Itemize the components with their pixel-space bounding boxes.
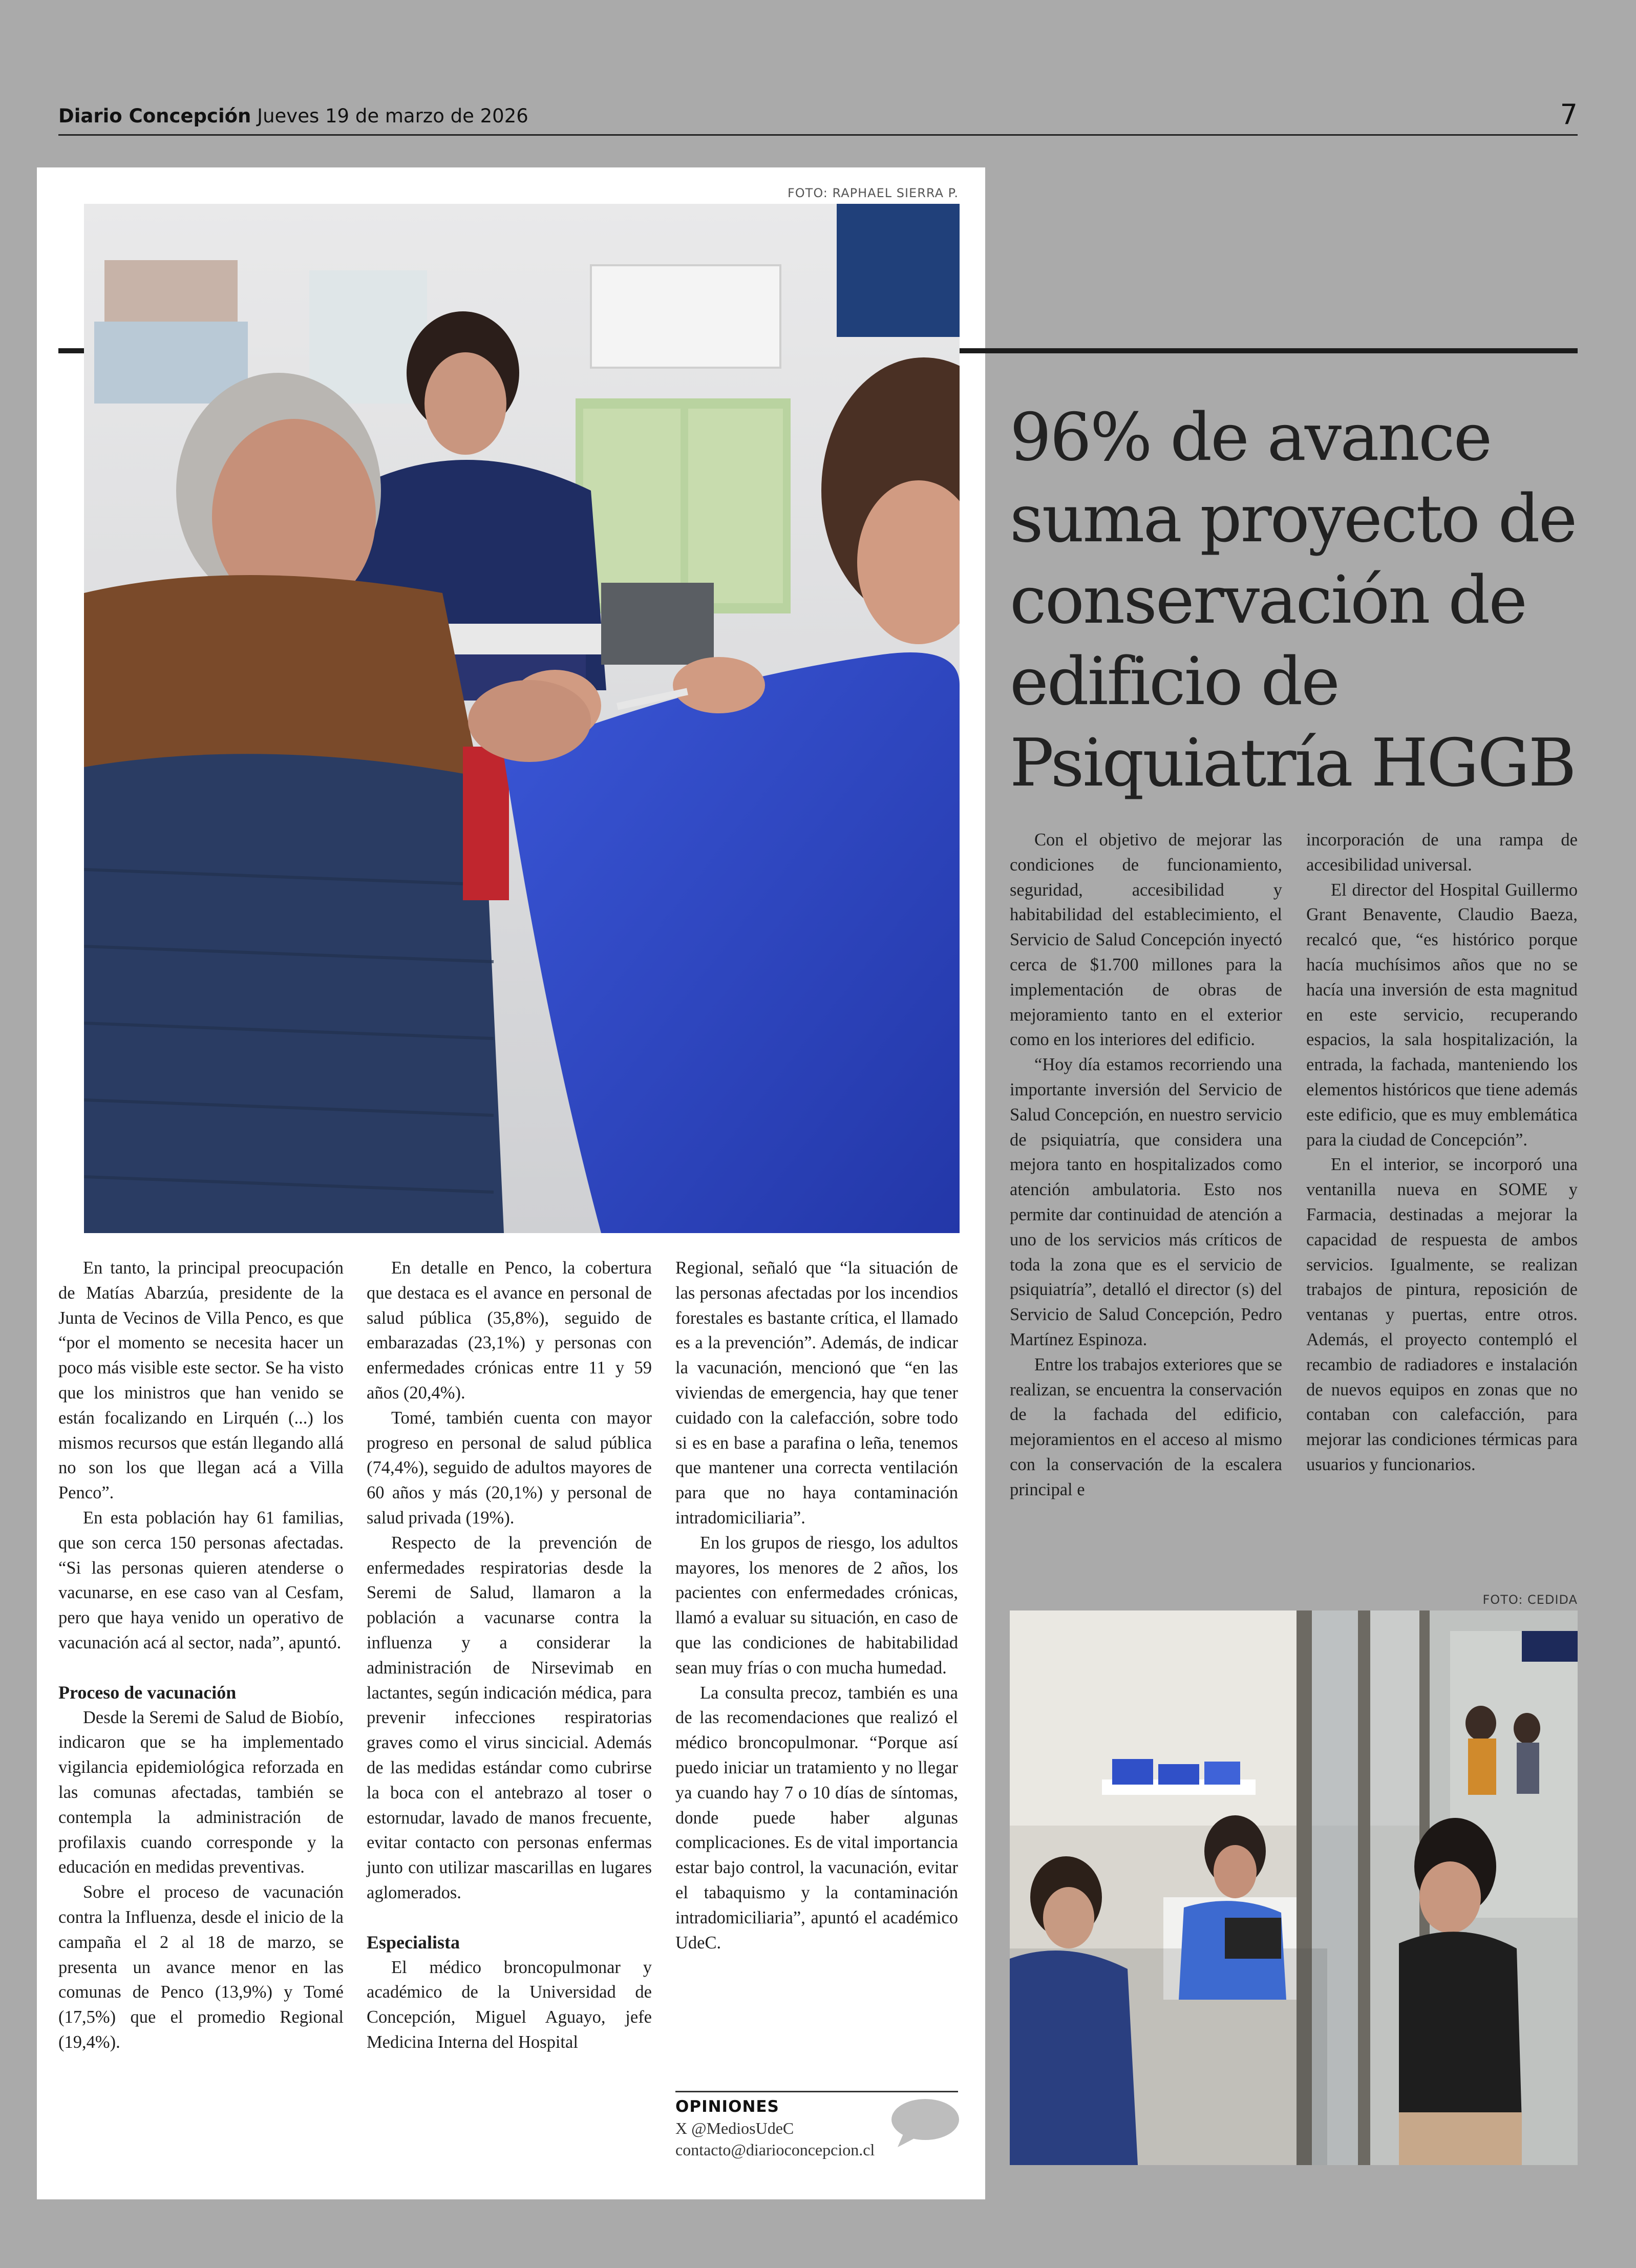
speech-bubble-icon xyxy=(888,2097,960,2150)
vaccination-photo xyxy=(84,204,960,1233)
paragraph: Tomé, también cuenta con mayor progreso en personal de salud pública (74,4%), seguido de adultos mayores de 60 años y más (20,1%) y personal de salud privada (19%). xyxy=(367,1408,652,1528)
paragraph: Entre los trabajos exteriores que se realizan, se encuentra la conservación de la fachada del edificio, mejoramientos en el acceso al mismo con la conservación de la escalera principal e xyxy=(1010,1354,1282,1499)
paragraph: El director del Hospital Guillermo Grant Benavente, Claudio Baeza, recalcó que, “es histórico porque hacía muchísimos años que no se hacía una inversión de esta magnitud en este servicio, recuperando espacios, la sala hospitalización, la entrada, la fachada, manteniendo los elementos históricos que tiene además este edificio, que es muy emblemática para la ciudad de Concepción”. xyxy=(1306,880,1578,1150)
paragraph: Sobre el proceso de vacunación contra la Influenza, desde el inicio de la campaña el 2 al 18 de marzo, se presenta un avance menor en las comunas de Penco (13,9%) y Tomé (17,5%) que el promedio Regional (19,4%). xyxy=(58,1882,344,2052)
paragraph: Regional, señaló que “la situación de las personas afectadas por los incendios forestales es bastante crítica, el llamado es a la prevención”. Además, de indicar la vacunación, mencionó que “en las viviendas de emergencia, hay que tener cuidado con la calefacción, sobre todo si es en base a parafina o leña, tenemos que mantener una correcta ventilación para que no haya contaminación intradomiciliaria”. xyxy=(675,1258,958,1528)
paragraph: Desde la Seremi de Salud de Biobío, indicaron que se ha implementado vigilancia epidemiológica reforzada en las comunas afectadas, también se contempla la administración de profilaxis cuando corresponde y la educación en medidas preventivas. xyxy=(58,1707,344,1877)
paragraph: Respecto de la prevención de enfermedades respiratorias desde la Seremi de Salud, llamaron a la población a vacunarse contra la influenza y a considerar la administración de Nirsevimab en lactantes, según indicación médica, para prevenir infecciones respiratorias graves como el virus sincicial. Además de las medidas estándar como cubrirse la boca con el antebrazo al toser o estornudar, lavado de manos frecuente, evitar contacto con personas enfermas junto con utilizar mascarillas en lugares aglomerados. xyxy=(367,1533,652,1902)
subhead-specialist: Especialista xyxy=(367,1932,460,1953)
photo-credit-main: FOTO: RAPHAEL SIERRA P. xyxy=(787,186,959,200)
subhead-vaccination: Proceso de vacunación xyxy=(58,1682,237,1703)
photo-credit-secondary: FOTO: CEDIDA xyxy=(1482,1593,1578,1607)
headline: 96% de avance suma proyecto de conservación de edificio de Psiquiatría HGGB xyxy=(1010,399,1576,801)
paragraph: La consulta precoz, también es una de las recomendaciones que realizó el médico broncopulmonar. “Porque así puedo iniciar un tratamiento y no llegar ya cuando hay 7 o 10 días de síntomas, donde puede haber algunas complicaciones. Es de vital importancia estar bajo control, la vacunación, evitar el tabaquismo y la contaminación intradomiciliaria”, apuntó el académico UdeC. xyxy=(675,1683,958,1953)
opinions-title: OPINIONES xyxy=(675,2097,779,2116)
paragraph: El médico broncopulmonar y académico de la Universidad de Concepción, Miguel Aguayo, jefe Medicina Interna del Hospital xyxy=(367,1957,652,2052)
masthead xyxy=(58,105,528,127)
opinions-handle[interactable]: X @MediosUdeC xyxy=(675,2119,794,2137)
opinions-email[interactable]: contacto@diarioconcepcion.cl xyxy=(675,2140,875,2159)
opinions-divider xyxy=(675,2091,958,2092)
left-article-column-3 xyxy=(675,1256,958,1955)
paragraph: En esta población hay 61 familias, que son cerca 150 personas afectadas. “Si las personas quieren atenderse o vacunarse, en ese caso van al Cesfam, pero que haya venido un operativo de vacunación acá al sector, nada”, apuntó. xyxy=(58,1508,344,1652)
paragraph: “Hoy día estamos recorriendo una importante inversión del Servicio de Salud Concepción, en nuestro servicio de psiquiatría, que considera una mejora tanto en hospitalizados como atención ambulatoria. Esto nos permite dar continuidad de atención a uno de los servicios más críticos de toda la zona que es el servicio de psiquiatría”, detalló el director (s) del Servicio de Salud Concepción, Pedro Martínez Espinoza. xyxy=(1010,1055,1282,1349)
paragraph: En detalle en Penco, la cobertura que destaca es el avance en personal de salud pública (35,8%), seguido de embarazadas (23,1%) y personas con enfermedades crónicas entre 11 y 59 años (20,4%). xyxy=(367,1258,652,1403)
masthead-title: Diario Concepción xyxy=(58,105,251,127)
paragraph: incorporación de una rampa de accesibilidad universal. xyxy=(1306,830,1578,875)
paragraph: En el interior, se incorporó una ventanilla nueva en SOME y Farmacia, destinadas a mejorar la capacidad de respuesta de ambos servicios. Igualmente, se realizan trabajos de pintura, reposición de ventanas y puertas, entre otros. Además, el proyecto contempló el recambio de radiadores e instalación de nuevos equipos en zonas que no contaban con calefacción, para mejorar las condiciones térmicas para usuarios y funcionarios. xyxy=(1306,1155,1578,1474)
paragraph: En los grupos de riesgo, los adultos mayores, los menores de 2 años, los pacientes con enfermedades crónicas, llamó a evaluar su situación, en caso de que las condiciones de habitabilidad sean muy frías o con mucha humedad. xyxy=(675,1533,958,1678)
masthead-date: Jueves 19 de marzo de 2026 xyxy=(257,105,528,127)
header-divider xyxy=(58,134,1578,136)
right-article-column-1 xyxy=(1010,828,1282,1502)
page-number: 7 xyxy=(1560,98,1578,131)
hospital-counter-photo xyxy=(1010,1610,1578,2165)
section-rule-left xyxy=(58,348,85,353)
right-article-column-2 xyxy=(1306,828,1578,1477)
paragraph: Con el objetivo de mejorar las condiciones de funcionamiento, seguridad, accesibilidad y habitabilidad del establecimiento, el Servicio de Salud Concepción inyectó cerca de $1.700 millones para la implementación de obras de mejoramiento tanto en el exterior como en los interiores del edificio. xyxy=(1010,830,1282,1050)
left-article-column-2 xyxy=(367,1256,652,2055)
paragraph: En tanto, la principal preocupación de Matías Abarzúa, presidente de la Junta de Vecinos de Villa Penco, es que “por el momento se necesita hacer un poco más visible este sector. Se ha visto que los ministros que han venido se están focalizando en Lirquén (...) los mismos recursos que están llegando allá no son los que llegan acá a Villa Penco”. xyxy=(58,1258,344,1503)
section-rule-right xyxy=(960,348,1578,353)
left-article-column-1 xyxy=(58,1256,344,2055)
